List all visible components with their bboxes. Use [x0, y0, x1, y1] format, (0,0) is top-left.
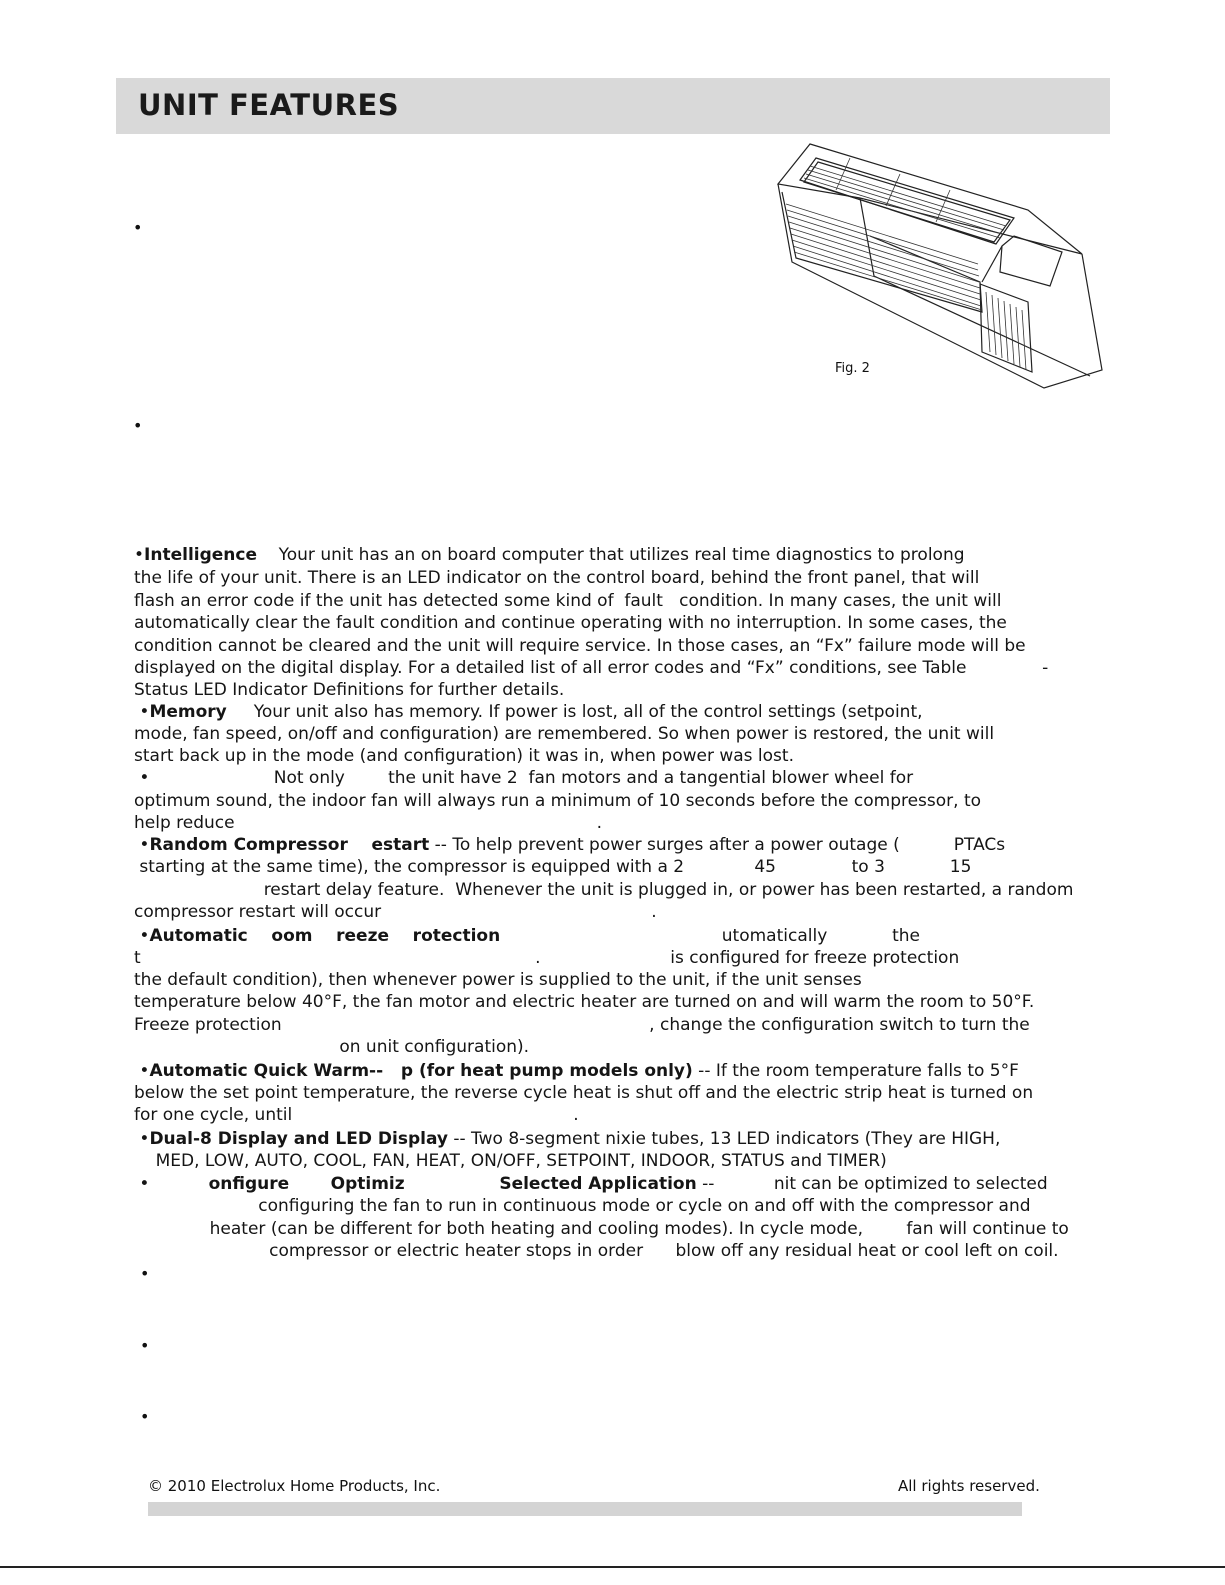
feature-heading-line: [134, 544, 965, 566]
line-text: utomatically the: [500, 926, 920, 946]
line-text: configuring the fan to run in continuous mode or cycle on and off with the compressor and: [134, 1196, 1031, 1216]
body-text-line: [134, 901, 657, 923]
line-text: t . is configured for freeze protection: [134, 948, 960, 968]
line-text: automatically clear the fault condition and continue operating with no interruption. In some cases, the: [134, 613, 1007, 633]
body-text-line: [134, 657, 1048, 679]
section-header-bar: [116, 78, 1110, 134]
line-text: Not only the unit have 2 fan motors and a tangential blower wheel for: [149, 768, 914, 788]
body-text-line: [134, 879, 1073, 901]
line-text: temperature below 40°F, the fan motor and electric heater are turned on and will warm the room to 50°F.: [134, 992, 1035, 1012]
feature-heading-line: [134, 834, 1005, 856]
line-text: mode, fan speed, on/off and configuration) are remembered. So when power is restored, the unit will: [134, 724, 995, 744]
body-text-line: [134, 679, 564, 701]
feature-heading: Automatic oom reeze rotection: [149, 926, 501, 946]
feature-heading: Dual-8 Display and LED Display: [149, 1129, 448, 1149]
body-text-line: [134, 856, 971, 878]
body-text-line: [134, 1240, 1059, 1262]
feature-heading-line: [134, 1173, 1048, 1195]
feature-heading: onfigure Optimiz Selected Application: [149, 1174, 697, 1194]
body-text-line: [134, 745, 794, 767]
bullet-marker: •: [134, 1174, 150, 1194]
body-text-line: [134, 1195, 1031, 1217]
rights-text: All rights reserved.: [898, 1477, 1040, 1495]
feature-heading: Automatic Quick Warm-- p (for heat pump models only): [149, 1061, 693, 1081]
ptac-unit-illustration: [770, 140, 1110, 400]
bullet-marker: •: [134, 835, 150, 855]
line-text: compressor or electric heater stops in order blow off any residual heat or cool left on coil.: [134, 1241, 1059, 1261]
line-text: help reduce .: [134, 813, 603, 833]
bullet-marker: •: [134, 768, 150, 788]
feature-heading-line: [134, 1128, 1000, 1150]
bullet-marker: •: [134, 1129, 150, 1149]
body-text-line: [134, 1036, 529, 1058]
line-text: -- nit can be optimized to selected: [696, 1174, 1048, 1194]
line-text: restart delay feature. Whenever the unit is plugged in, or power has been restarted, a random: [134, 880, 1074, 900]
line-text: displayed on the digital display. For a detailed list of all error codes and “Fx” conditions, see Table -: [134, 658, 1049, 678]
line-text: for one cycle, until .: [134, 1105, 579, 1125]
line-text: the life of your unit. There is an LED indicator on the control board, behind the front panel, that will: [134, 568, 980, 588]
bullet-marker: •: [134, 1061, 150, 1081]
body-text-line: [134, 812, 602, 834]
line-text: condition cannot be cleared and the unit will require service. In those cases, an “Fx” failure mode will be: [134, 636, 1026, 656]
line-text: heater (can be different for both heating and cooling modes). In cycle mode, fan will continue to: [134, 1219, 1069, 1239]
line-text: -- Two 8-segment nixie tubes, 13 LED indicators (They are HIGH,: [447, 1129, 1001, 1149]
line-text: -- If the room temperature falls to 5°F: [692, 1061, 1019, 1081]
body-text-line: [134, 1150, 887, 1172]
line-text: Freeze protection , change the configuration switch to turn the: [134, 1015, 1030, 1035]
body-text-line: [134, 969, 862, 991]
body-text-line: [134, 723, 994, 745]
feature-heading: Memory: [149, 702, 227, 722]
body-text-line: [134, 590, 1001, 612]
body-text-line: [134, 567, 979, 589]
feature-heading: Intelligence: [144, 545, 258, 565]
empty-bullet: •: [140, 1264, 150, 1283]
line-text: optimum sound, the indoor fan will always run a minimum of 10 seconds before the compressor, to: [134, 791, 982, 811]
body-text-line: [134, 767, 913, 789]
body-text-line: [134, 991, 1034, 1013]
empty-bullet: •: [140, 1407, 150, 1426]
body-text-line: [134, 635, 1026, 657]
figure-caption: Fig. 2: [835, 361, 870, 376]
feature-heading-line: [134, 701, 923, 723]
line-text: -- To help prevent power surges after a power outage ( PTACs: [429, 835, 1006, 855]
body-text-line: [134, 790, 981, 812]
line-text: the default condition), then whenever power is supplied to the unit, if the unit senses: [134, 970, 862, 990]
line-text: compressor restart will occur .: [134, 902, 657, 922]
line-text: Your unit has an on board computer that utilizes real time diagnostics to prolong: [257, 545, 965, 565]
page-bottom-rule: [0, 1566, 1225, 1568]
body-text-line: [134, 947, 959, 969]
bullet-marker: •: [134, 926, 150, 946]
line-text: Status LED Indicator Definitions for further details.: [134, 680, 565, 700]
line-text: flash an error code if the unit has detected some kind of fault condition. In many cases, the unit will: [134, 591, 1002, 611]
line-text: starting at the same time), the compressor is equipped with a 2 45 to 3 15: [134, 857, 972, 877]
feature-heading-line: [134, 1060, 1019, 1082]
line-text: on unit configuration).: [134, 1037, 530, 1057]
copyright-text: © 2010 Electrolux Home Products, Inc.: [148, 1477, 441, 1495]
footer-bar: [148, 1502, 1022, 1516]
feature-heading-line: [134, 925, 920, 947]
body-text-line: [134, 1082, 1033, 1104]
bullet-marker: •: [134, 702, 150, 722]
body-text-line: [134, 1014, 1030, 1036]
line-text: Your unit also has memory. If power is lost, all of the control settings (setpoint,: [226, 702, 923, 722]
feature-heading: Random Compressor estart: [149, 835, 430, 855]
line-text: MED, LOW, AUTO, COOL, FAN, HEAT, ON/OFF, SETPOINT, INDOOR, STATUS and TIMER): [134, 1151, 887, 1171]
empty-bullet: •: [133, 416, 143, 435]
body-text-line: [134, 1218, 1069, 1240]
line-text: below the set point temperature, the reverse cycle heat is shut off and the electric strip heat is turned on: [134, 1083, 1034, 1103]
body-text-line: [134, 1104, 579, 1126]
page-title: UNIT FEATURES: [138, 88, 400, 122]
empty-bullet: •: [140, 1336, 150, 1355]
bullet-marker: •: [134, 545, 145, 565]
empty-bullet: •: [133, 218, 143, 237]
line-text: start back up in the mode (and configuration) it was in, when power was lost.: [134, 746, 794, 766]
body-text-line: [134, 612, 1007, 634]
